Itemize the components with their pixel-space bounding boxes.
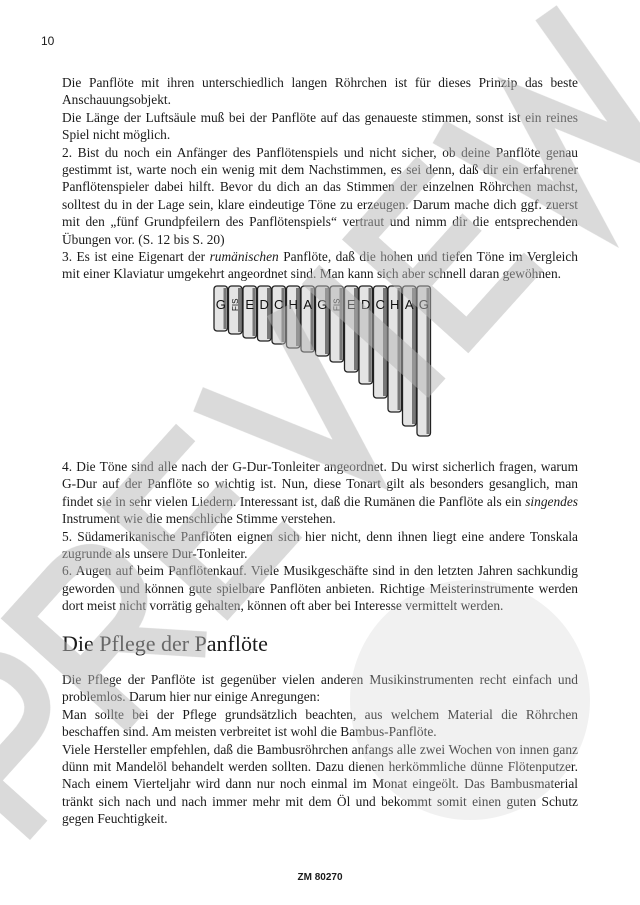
page-number: 10 (41, 34, 55, 48)
pipe (345, 286, 359, 372)
italic-text: singendes (525, 493, 578, 509)
numbered-text (62, 458, 578, 615)
pipe-label: A (303, 297, 313, 312)
paragraph: 2. Bist du noch ein Anfänger des Panflötenspiels und nicht sicher, ob deine Panflöte genau gestimmt ist, warte noch ein wenig mit dem Nachstimmen, es sei denn, daß dir ein erfahrener Panflötenspieler dabei hilft. Bevor du dich an das Stimmen der einzelnen Röhrchen machst, solltest du in der Lage sein, klare eindeutige Töne zu erzeugen. Darum mache dich ggf. zuerst mit den „fünf Grundpfeilern des Panflötenspiels“ vertraut und nimm dir die entsprechenden Übungen vor. (S. 12 bis S. 20) (62, 144, 578, 247)
pipe-label: D (361, 297, 371, 312)
pipe-label: A (404, 297, 414, 312)
pipe-label: H (390, 297, 400, 312)
text: 3. Es ist eine Eigenart der (62, 249, 210, 265)
text: Instrument wie die menschliche Stimme verstehen. (62, 511, 336, 527)
paragraph-3 (62, 248, 578, 283)
panflute-illustration (210, 282, 440, 442)
paragraph: Viele Hersteller empfehlen, daß die Bambusröhrchen anfangs alle zwei Wochen von innen ganz dünn mit Mandelöl behandelt werden sollten. Dazu dienen herkömmliche dünne Flötenputzer. Nach einem Vierteljahr wird dann nur noch einmal im Monat eingeölt. Das Bambusmaterial tränkt sich nach und nach immer mehr mit dem Öl und bekommt somit einen guten Schutz gegen Feuchtigkeit. (62, 741, 578, 827)
paragraph: Die Länge der Luftsäule muß bei der Panflöte auf das genaueste stimmen, sonst ist ein reines Spiel nicht möglich. (62, 109, 578, 143)
pipe-label: FIS (332, 298, 342, 311)
text: 4. Die Töne sind alle nach der G-Dur-Tonleiter angeordnet. Du wirst sicherlich fragen, warum G-Dur auf der Panflöte so wichtig ist. Nun, diese Tonart gilt als besonders gesanglich, man findet sie in sehr vielen Liedern. Interessant ist, daß die Rumänen die Panflöte als ein (62, 459, 578, 509)
pipe (417, 286, 431, 436)
pipe (258, 286, 272, 341)
pipe-label: H (288, 297, 298, 312)
section-heading: Die Pflege der Panflöte (62, 631, 268, 656)
pipe-shading (267, 288, 270, 339)
pipe-label: FIS (230, 298, 240, 311)
paragraph: Die Pflege der Panflöte ist gegenüber vielen anderen Musikinstrumenten recht einfach und problemlos. Darum hier nur einige Anregungen: (62, 672, 578, 705)
paragraph-6: 6. Augen auf beim Panflötenkauf. Viele Musikgeschäfte sind in den letzten Jahren sachkundig geworden und können gute spielbare Panflöten anbieten. Richtige Meisterinstrumente werden dort meist nicht vorrätig gehalten, können oft aber bei Interesse vermittelt werden. (62, 563, 578, 614)
pipe-label: C (375, 297, 385, 312)
pipe-shading (253, 288, 256, 336)
catalog-number: ZM 80270 (297, 872, 343, 883)
pipe (214, 286, 228, 331)
pipe (374, 286, 388, 398)
pipe (330, 286, 344, 362)
care-text (62, 671, 578, 828)
pipe-label: G (418, 297, 429, 312)
intro-text (62, 74, 578, 283)
pipe-label: C (274, 297, 284, 312)
pipe-label: D (259, 297, 269, 312)
pipe-label: E (346, 297, 356, 312)
pipe (359, 286, 373, 384)
pipe-label: G (317, 297, 328, 312)
pipe (316, 286, 330, 356)
pipe (287, 286, 301, 348)
pipe-label: G (215, 297, 226, 312)
pipe (272, 286, 286, 344)
pipe (301, 286, 315, 352)
pipe-label: E (245, 297, 255, 312)
italic-text: rumänischen (209, 249, 279, 265)
paragraph: Die Panflöte mit ihren unterschiedlich langen Röhrchen ist für dieses Prinzip das beste Anschauungsobjekt. (62, 75, 578, 108)
paragraph-4 (62, 458, 578, 528)
paragraph: Man sollte bei der Pflege grundsätzlich beachten, aus welchem Material die Röhrchen beschaffen sind. Am meisten verbreitet ist wohl die Bambus-Panflöte. (62, 706, 578, 740)
pipe (229, 286, 243, 334)
text: Panflöte, daß die hohen und tiefen Töne im Vergleich mit einer Klaviatur umgekehrt angeordnet sind. Man kann sich aber schnell daran gewöhnen. (62, 249, 578, 282)
pipe (243, 286, 257, 338)
pipe (388, 286, 402, 412)
pipe (403, 286, 417, 426)
paragraph-5: 5. Südamerikanische Panflöten eignen sich hier nicht, denn ihnen liegt eine andere Tonskala zugrunde als unsere Dur-Tonleiter. (62, 528, 578, 562)
